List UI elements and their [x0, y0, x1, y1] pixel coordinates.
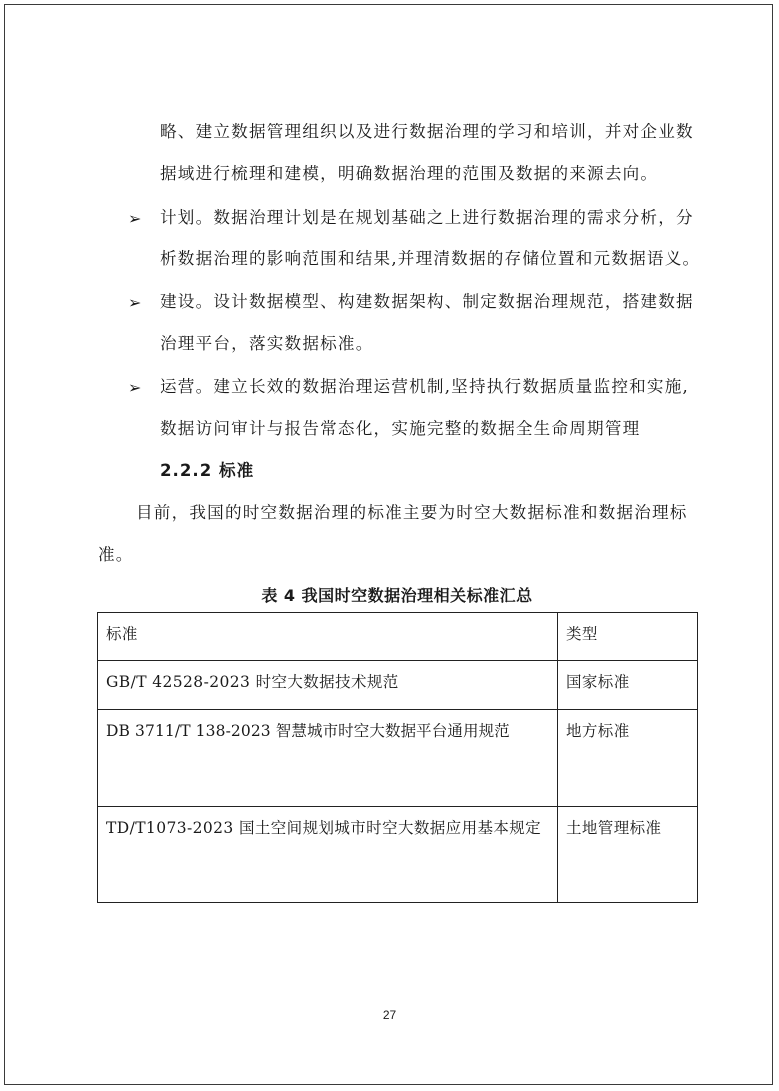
page-number: 27	[382, 1008, 397, 1022]
cell-standard: GB/T 42528-2023 时空大数据技术规范	[98, 661, 558, 710]
section-heading: 2.2.2 标准	[160, 461, 255, 480]
paragraph-line: 略、建立数据管理组织以及进行数据治理的学习和培训，并对企业数	[160, 122, 694, 141]
cell-standard: DB 3711/T 138-2023 智慧城市时空大数据平台通用规范	[98, 710, 558, 807]
bullet-arrow-icon: ➢	[128, 378, 142, 397]
column-header-type: 类型	[558, 613, 698, 661]
table-header-row	[98, 613, 698, 661]
bullet-build-line: 治理平台，落实数据标准。	[160, 334, 374, 353]
bullet-build-line: 建设。设计数据模型、构建数据架构、制定数据治理规范，搭建数据	[160, 292, 694, 311]
bullet-ops-line: 数据访问审计与报告常态化，实施完整的数据全生命周期管理	[160, 419, 641, 438]
column-header-standard: 标准	[98, 613, 558, 661]
bullet-plan-line: 计划。数据治理计划是在规划基础之上进行数据治理的需求分析，分	[160, 208, 694, 227]
cell-type: 国家标准	[558, 661, 698, 710]
paragraph-line: 据域进行梳理和建模，明确数据治理的范围及数据的来源去向。	[160, 164, 659, 183]
table-row	[98, 661, 698, 710]
cell-type: 地方标准	[558, 710, 698, 807]
cell-standard: TD/T1073-2023 国土空间规划城市时空大数据应用基本规定	[98, 807, 558, 903]
standards-table	[97, 612, 698, 903]
paragraph-line: 目前，我国的时空数据治理的标准主要为时空大数据标准和数据治理标	[136, 503, 688, 522]
paragraph-line: 准。	[98, 545, 134, 564]
bullet-arrow-icon: ➢	[128, 209, 142, 228]
table-caption: 表 4 我国时空数据治理相关标准汇总	[261, 586, 533, 605]
bullet-ops-line: 运营。建立长效的数据治理运营机制,坚持执行数据质量监控和实施,	[160, 377, 689, 396]
cell-type: 土地管理标准	[558, 807, 698, 903]
bullet-plan-line: 析数据治理的影响范围和结果,并理清数据的存储位置和元数据语义。	[160, 249, 701, 268]
bullet-arrow-icon: ➢	[128, 293, 142, 312]
table-row	[98, 710, 698, 807]
table-row	[98, 807, 698, 903]
